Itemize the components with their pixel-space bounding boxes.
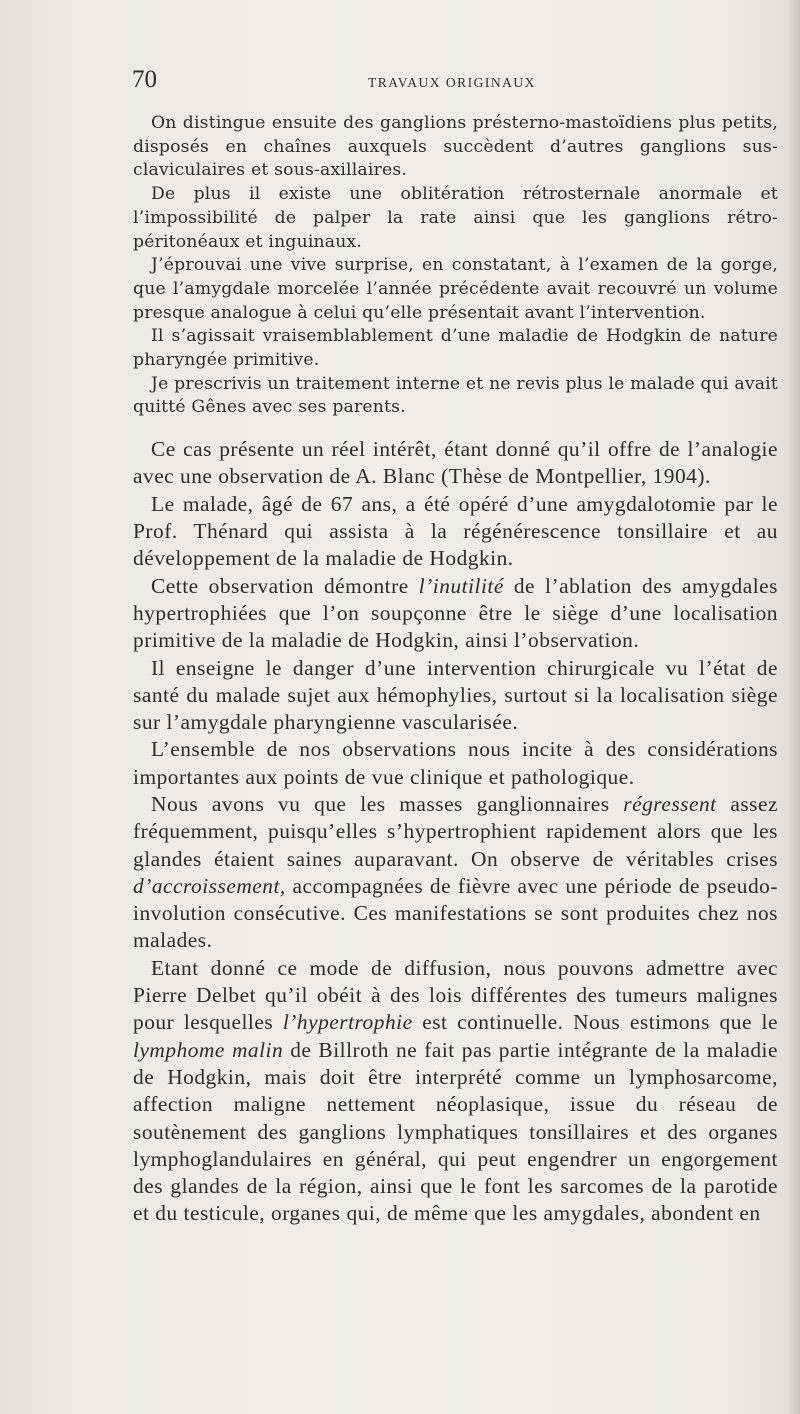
paragraph-inutilite [133, 573, 778, 655]
paragraph-hodgkin-nature: Il s’agissait vraisemblablement d’une maladie de Hodgkin de nature pharyngée primitive. [133, 326, 778, 371]
etant-text-a: Etant donné ce mode de diffusion, nous pouvons admettre avec Pierre Delbet qu’il obéit à des lois différentes des tumeurs malignes pour lesquelles [133, 955, 778, 1035]
paragraph-ensemble: L’ensemble de nos observations nous incite à des considérations importantes aux points de vue clinique et pathologique. [133, 737, 778, 789]
masses-text-b: assez fréquemment, puisqu’elles s’hypertrophient rapidement alors que les glandes étaient saines auparavant. On observe de véritables crises [133, 792, 778, 871]
running-head: TRAVAUX ORIGINAUX [368, 75, 536, 90]
paragraph-danger: Il enseigne le danger d’une intervention chirurgicale vu l’état de santé du malade sujet aux hémophylies, surtout si la localisation siège sur l’amygdale pharyngienne vascularisée. [133, 655, 778, 735]
etant-text-c: de Billroth ne fait pas partie intégrante de la maladie de Hodgkin, mais doit être interprété comme un lymphosarcome, affection maligne nettement néoplasique, issue du réseau de soutènement des ganglions lymphatiques tonsillaires et des organes lymphoglandulaires en général, qui peut engendrer un engorgement des glandes de la région, ainsi que le font les sarcomes de la parotide et du testicule, organes qui, de même que les amygdales, abondent en [133, 1037, 778, 1226]
page-edge-shadow [786, 0, 800, 1414]
page-number: 70 [132, 66, 157, 93]
masses-text-c: accompagnées de fièvre avec une période de pseudo-involution consécutive. Ces manifestations se sont produites chez nos malades. [133, 873, 778, 953]
inutilite-emphasis: l’inutilité [418, 573, 504, 598]
masses-text-a: Nous avons vu que les masses ganglionnaires [151, 792, 624, 816]
masses-emphasis-accroissement: d’accroissement, [133, 873, 286, 898]
masses-emphasis-regressent: régressent [623, 792, 717, 816]
body-text [133, 112, 778, 1228]
etant-emphasis-lymphome: lymphome malin [133, 1037, 284, 1062]
paragraph-surprise: J’éprouvai une vive surprise, en constatant, à l’examen de la gorge, que l’amygdale morcelée l’année précédente avait recouvré un volume presque analogue à celui qu’elle présentait avant l’intervention. [133, 255, 778, 323]
page-header [132, 66, 672, 96]
paragraph-malade-age: Le malade, âgé de 67 ans, a été opéré d’une amygdalotomie par le Prof. Thénard qui assista à la régénérescence tonsillaire et au développement de la maladie de Hodgkin. [133, 491, 778, 571]
paragraph-masses [133, 791, 778, 955]
paragraph-ganglions: On distingue ensuite des ganglions présterno-mastoïdiens plus petits, disposés en chaînes auxquels succèdent d’autres ganglions sus-claviculaires et sous-axillaires. [133, 113, 778, 181]
etant-emphasis-hypertrophie: l’hypertrophie [282, 1010, 413, 1035]
paragraph-obliteration: De plus il existe une oblitération rétrosternale anormale et l’impossibilité de palper la rate ainsi que les ganglions rétro-péritonéaux et inguinaux. [133, 184, 778, 252]
paragraph-traitement: Je prescrivis un traitement interne et ne revis plus le malade qui avait quitté Gênes avec ses parents. [133, 373, 778, 418]
etant-text-b: est continuelle. Nous estimons que le [412, 1010, 778, 1035]
inutilite-text-before: Cette observation démontre [151, 573, 419, 598]
paragraph-interet: Ce cas présente un réel intérêt, étant donné qu’il offre de l’analogie avec une observation de A. Blanc (Thèse de Montpellier, 1904). [133, 437, 778, 489]
paragraph-etant-donne [133, 955, 778, 1228]
inutilite-text-after: de l’ablation des amygdales hypertrophiées que l’on soupçonne être le siège d’une localisation primitive de la maladie de Hodgkin, ainsi l’observation. [133, 573, 778, 653]
